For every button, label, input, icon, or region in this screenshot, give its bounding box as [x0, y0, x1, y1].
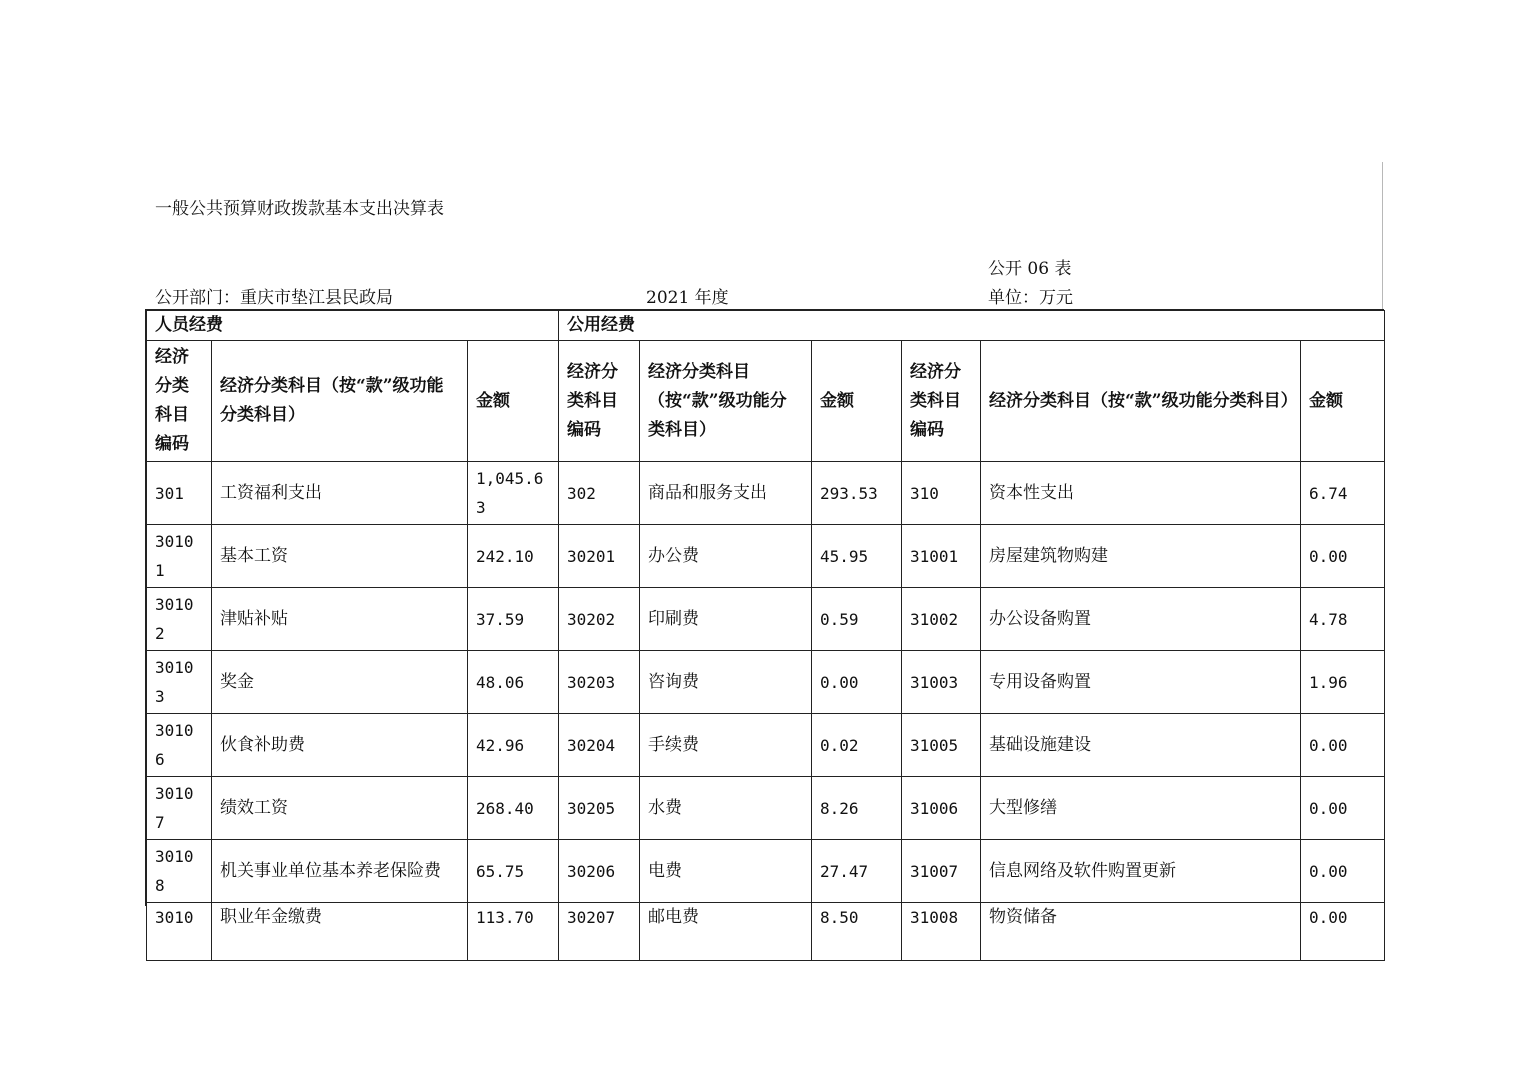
col-header-personnel-name: 经济分类科目（按“款”级功能分类科目） [212, 341, 468, 462]
personnel-code-cell: 30108 [147, 840, 212, 903]
goods-amount-cell: 0.02 [812, 714, 902, 777]
col-header-capital-code: 经济分类科目编码 [902, 341, 981, 462]
table-row [147, 714, 1385, 777]
page-margin-rule [1382, 162, 1383, 310]
personnel-amount-cell: 113.70 [468, 903, 559, 961]
capital-amount-cell: 0.00 [1301, 525, 1385, 588]
personnel-code-cell: 3010 [147, 903, 212, 961]
goods-code-cell: 30206 [559, 840, 640, 903]
goods-code-cell: 30205 [559, 777, 640, 840]
capital-name-cell: 房屋建筑物购建 [981, 525, 1301, 588]
goods-amount-cell: 8.50 [812, 903, 902, 961]
capital-name-cell: 办公设备购置 [981, 588, 1301, 651]
unit-label: 单位：万元 [988, 288, 1073, 308]
capital-code-cell: 31005 [902, 714, 981, 777]
personnel-code-cell: 30106 [147, 714, 212, 777]
table-row [147, 903, 1385, 961]
personnel-name-cell: 伙食补助费 [212, 714, 468, 777]
goods-amount-cell: 0.00 [812, 651, 902, 714]
col-header-capital-name: 经济分类科目（按“款”级功能分类科目） [981, 341, 1301, 462]
personnel-name-cell: 津贴补贴 [212, 588, 468, 651]
table-row [147, 588, 1385, 651]
personnel-amount-cell: 37.59 [468, 588, 559, 651]
goods-code-cell: 30203 [559, 651, 640, 714]
personnel-amount-cell: 48.06 [468, 651, 559, 714]
goods-code-cell: 302 [559, 462, 640, 525]
table-row [147, 777, 1385, 840]
form-number: 公开 06 表 [988, 259, 1072, 279]
goods-amount-cell: 293.53 [812, 462, 902, 525]
capital-amount-cell: 0.00 [1301, 714, 1385, 777]
personnel-amount-cell: 1,045.63 [468, 462, 559, 525]
capital-amount-cell: 4.78 [1301, 588, 1385, 651]
budget-table-container [145, 309, 1384, 927]
capital-amount-cell: 0.00 [1301, 777, 1385, 840]
public-section-header: 公用经费 [559, 311, 1385, 341]
capital-name-cell: 信息网络及软件购置更新 [981, 840, 1301, 903]
table-row [147, 462, 1385, 525]
personnel-name-cell: 基本工资 [212, 525, 468, 588]
goods-amount-cell: 0.59 [812, 588, 902, 651]
capital-code-cell: 310 [902, 462, 981, 525]
table-row [147, 525, 1385, 588]
capital-name-cell: 物资储备 [981, 903, 1301, 961]
capital-name-cell: 专用设备购置 [981, 651, 1301, 714]
goods-name-cell: 手续费 [640, 714, 812, 777]
goods-name-cell: 办公费 [640, 525, 812, 588]
personnel-amount-cell: 65.75 [468, 840, 559, 903]
capital-name-cell: 大型修缮 [981, 777, 1301, 840]
personnel-name-cell: 奖金 [212, 651, 468, 714]
goods-name-cell: 邮电费 [640, 903, 812, 961]
column-header-row [147, 341, 1385, 462]
table-row [147, 651, 1385, 714]
capital-code-cell: 31001 [902, 525, 981, 588]
col-header-capital-amount: 金额 [1301, 341, 1385, 462]
personnel-code-cell: 30102 [147, 588, 212, 651]
document-title: 一般公共预算财政拨款基本支出决算表 [155, 199, 444, 219]
goods-name-cell: 电费 [640, 840, 812, 903]
goods-name-cell: 水费 [640, 777, 812, 840]
goods-code-cell: 30201 [559, 525, 640, 588]
personnel-code-cell: 30103 [147, 651, 212, 714]
capital-amount-cell: 6.74 [1301, 462, 1385, 525]
department-label: 公开部门：重庆市垫江县民政局 [155, 288, 393, 308]
goods-amount-cell: 45.95 [812, 525, 902, 588]
goods-amount-cell: 27.47 [812, 840, 902, 903]
col-header-goods-amount: 金额 [812, 341, 902, 462]
table-row [147, 840, 1385, 903]
goods-code-cell: 30204 [559, 714, 640, 777]
col-header-goods-name: 经济分类科目（按“款”级功能分类科目） [640, 341, 812, 462]
personnel-name-cell: 绩效工资 [212, 777, 468, 840]
personnel-section-header: 人员经费 [147, 311, 559, 341]
col-header-personnel-amount: 金额 [468, 341, 559, 462]
goods-code-cell: 30207 [559, 903, 640, 961]
capital-code-cell: 31003 [902, 651, 981, 714]
capital-name-cell: 资本性支出 [981, 462, 1301, 525]
fiscal-year: 2021 年度 [646, 288, 729, 308]
capital-code-cell: 31007 [902, 840, 981, 903]
personnel-code-cell: 301 [147, 462, 212, 525]
capital-code-cell: 31008 [902, 903, 981, 961]
personnel-amount-cell: 242.10 [468, 525, 559, 588]
budget-table [146, 310, 1385, 961]
goods-code-cell: 30202 [559, 588, 640, 651]
capital-code-cell: 31006 [902, 777, 981, 840]
capital-code-cell: 31002 [902, 588, 981, 651]
personnel-amount-cell: 268.40 [468, 777, 559, 840]
capital-name-cell: 基础设施建设 [981, 714, 1301, 777]
personnel-name-cell: 工资福利支出 [212, 462, 468, 525]
personnel-name-cell: 职业年金缴费 [212, 903, 468, 961]
capital-amount-cell: 0.00 [1301, 840, 1385, 903]
goods-name-cell: 咨询费 [640, 651, 812, 714]
goods-name-cell: 印刷费 [640, 588, 812, 651]
col-header-goods-code: 经济分类科目编码 [559, 341, 640, 462]
section-header-row [147, 311, 1385, 341]
goods-name-cell: 商品和服务支出 [640, 462, 812, 525]
capital-amount-cell: 0.00 [1301, 903, 1385, 961]
goods-amount-cell: 8.26 [812, 777, 902, 840]
personnel-code-cell: 30101 [147, 525, 212, 588]
capital-amount-cell: 1.96 [1301, 651, 1385, 714]
col-header-personnel-code: 经济分类科目编码 [147, 341, 212, 462]
personnel-name-cell: 机关事业单位基本养老保险费 [212, 840, 468, 903]
personnel-amount-cell: 42.96 [468, 714, 559, 777]
personnel-code-cell: 30107 [147, 777, 212, 840]
